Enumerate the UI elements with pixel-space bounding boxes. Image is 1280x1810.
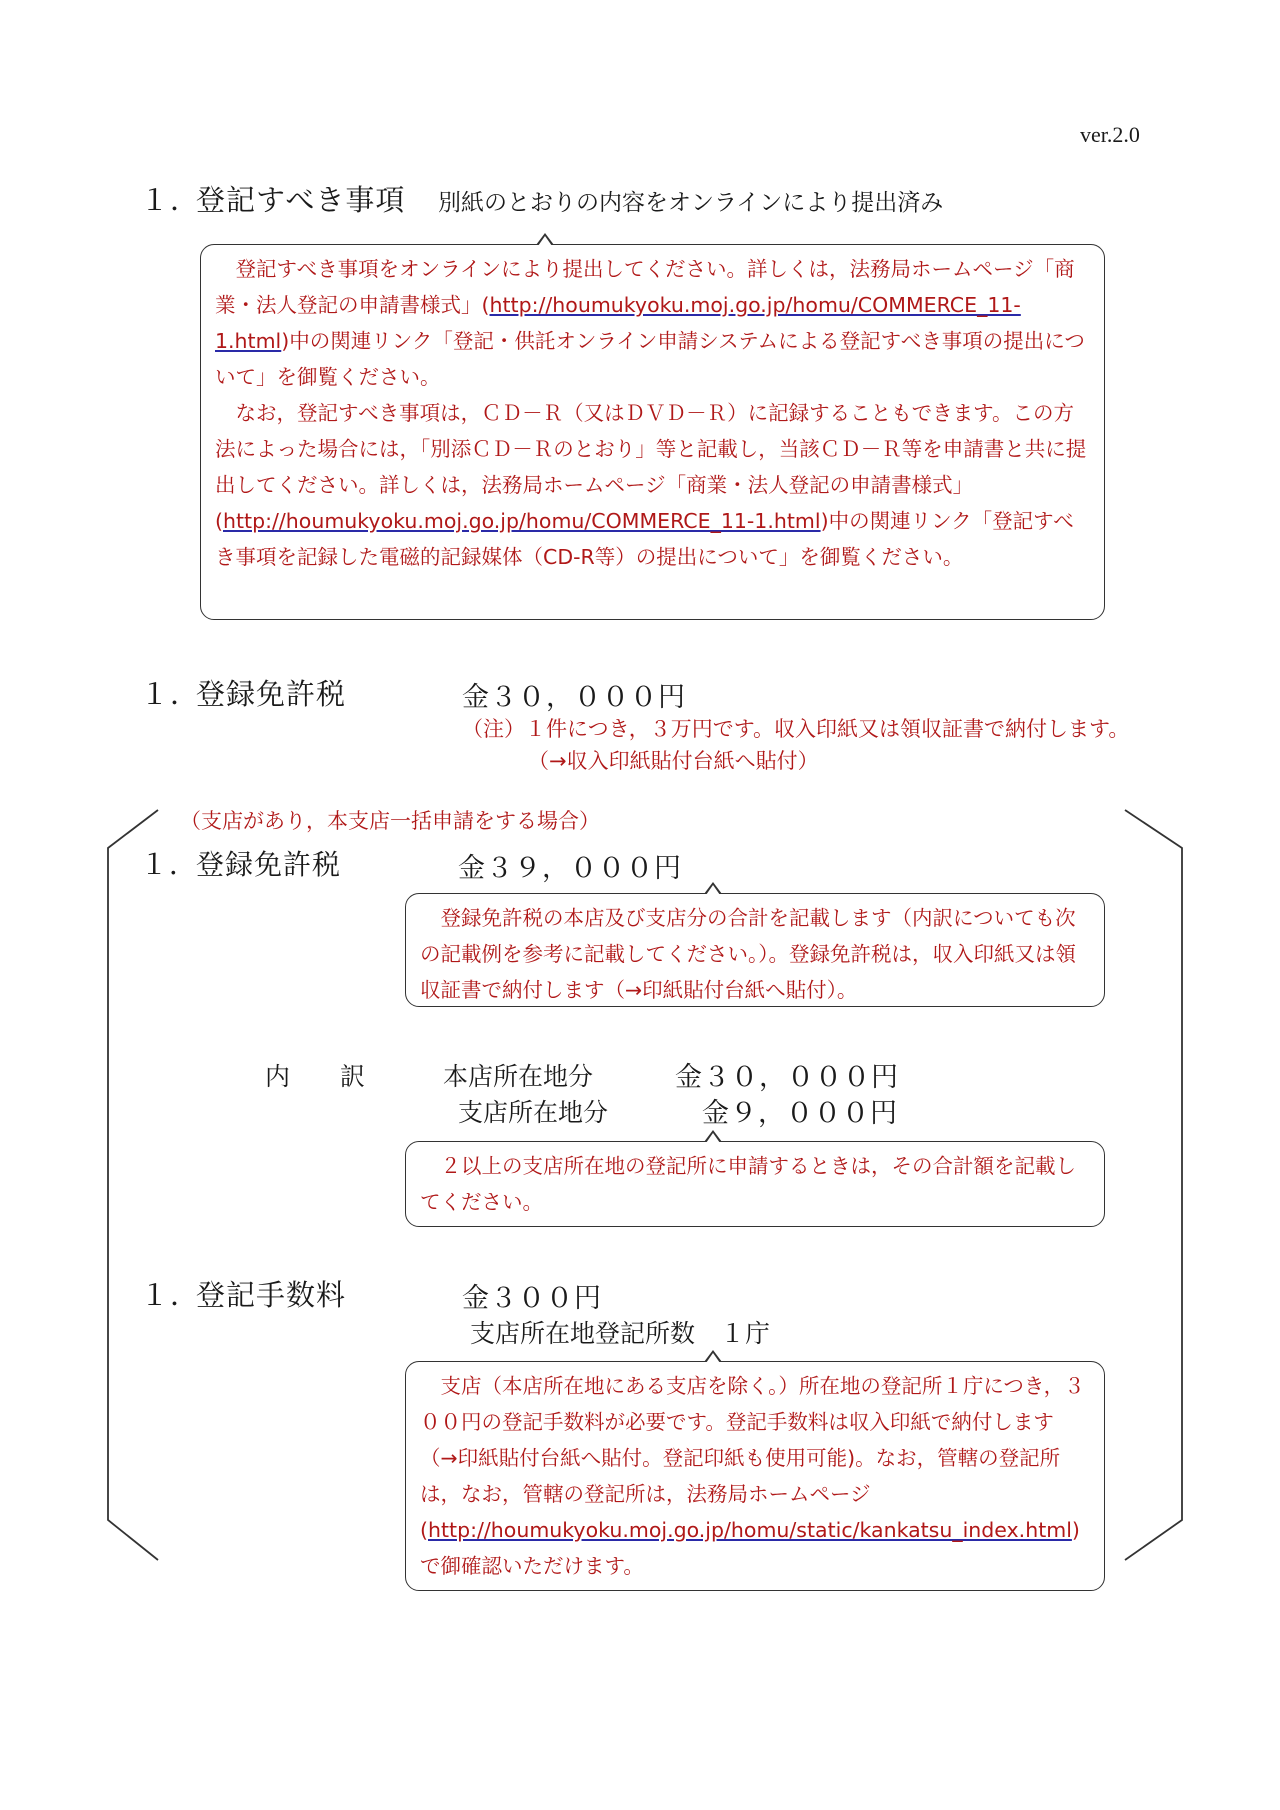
section-heading: 登記すべき事項: [196, 183, 406, 217]
callout-pointer-fill: [706, 885, 720, 895]
section-number: １．: [140, 183, 201, 217]
breakdown-label: 内 訳: [265, 1062, 366, 1091]
callout-multiple-branches: [405, 1141, 1105, 1227]
callout-text: ２以上の支店所在地の登記所に申請するときは，その合計額を記載してください。: [420, 1154, 1076, 1214]
tax-note: （注）１件につき，３万円です。収入印紙又は領収証書で納付します。: [462, 717, 1130, 741]
branch-tax-section: [140, 843, 341, 883]
section-number: １．: [140, 848, 199, 881]
commerce-link[interactable]: http://houmukyoku.moj.go.jp/homu/COMMERCE_11-1.html: [223, 509, 821, 533]
callout-paragraph: 登記すべき事項をオンラインにより提出してください。詳しくは，法務局ホームページ「商業・法人登記の申請書様式」(http://houmukyoku.moj.go.jp/homu/COMMERCE_11-1.html)中の関連リンク「登記・供託オンライン申請システムによる登記すべき事項の提出について」を御覧ください。: [215, 257, 1085, 389]
section-value: 別紙のとおりの内容をオンラインにより提出済み: [438, 190, 944, 216]
registration-fee-section: [140, 1273, 346, 1314]
section-heading: 登録免許税: [196, 848, 342, 881]
branch-office-label: 支店所在地分: [458, 1098, 609, 1127]
branch-office-count: 支店所在地登記所数 １庁: [470, 1319, 771, 1348]
callout-text: 登録免許税の本店及び支店分の合計を記載します（内訳についても次の記載例を参考に記載してください。）。登録免許税は，収入印紙又は領収証書で納付します（→印紙貼付台紙へ貼付）。: [420, 906, 1076, 1002]
branch-case-label: （支店があり，本支店一括申請をする場合）: [180, 809, 600, 833]
commerce-link[interactable]: http://houmukyoku.moj.go.jp/homu/COMMERCE_11-1.html: [215, 293, 1021, 353]
head-office-label: 本店所在地分: [443, 1062, 594, 1091]
head-office-amount: 金３０，０００円: [675, 1062, 899, 1093]
tax-amount: 金３０，０００円: [462, 682, 686, 713]
section-heading: 登録免許税: [196, 677, 347, 711]
fee-amount: 金３００円: [462, 1283, 602, 1314]
callout-paragraph: なお，登記すべき事項は，ＣＤ－Ｒ（又はＤＶＤ－Ｒ）に記録することもできます。この方法によった場合には，「別添ＣＤ－Ｒのとおり」等と記載し，当該ＣＤ－Ｒ等を申請書と共に提出してください。詳しくは，法務局ホームページ「商業・法人登記の申請書様式」(http://houmukyoku.moj.go.jp/homu/COMMERCE_11-1.html)中の関連リンク「登記すべき事項を記録した電磁的記録媒体（CD-R等）の提出について」を御覧ください。: [215, 401, 1087, 569]
section-number: １．: [140, 1278, 201, 1312]
tax-note-sub: （→収入印紙貼付台紙へ貼付）: [528, 749, 819, 773]
version-label: ver.2.0: [1080, 122, 1140, 147]
section-number: １．: [140, 677, 201, 711]
jurisdiction-link[interactable]: http://houmukyoku.moj.go.jp/homu/static/kankatsu_index.html: [428, 1518, 1072, 1542]
callout-tax-total: [405, 893, 1105, 1007]
callout-pointer-fill: [706, 1353, 720, 1363]
callout-pointer-fill: [706, 1133, 720, 1143]
section-heading: 登記手数料: [196, 1278, 347, 1312]
branch-office-amount: 金９，０００円: [702, 1098, 898, 1129]
callout-text: 支店（本店所在地にある支店を除く。）所在地の登記所１庁につき，３００円の登記手数料が必要です。登記手数料は収入印紙で納付します（→印紙貼付台紙へ貼付。登記印紙も使用可能)。なお，管轄の登記所は，なお，管轄の登記所は，法務局ホームページ(http://houmukyoku.moj.go.jp/homu/static/kankatsu_index.html)で御確認いただけます。: [420, 1374, 1085, 1578]
branch-tax-amount: 金３９，０００円: [458, 853, 682, 884]
callout-fee-details: [405, 1361, 1105, 1591]
